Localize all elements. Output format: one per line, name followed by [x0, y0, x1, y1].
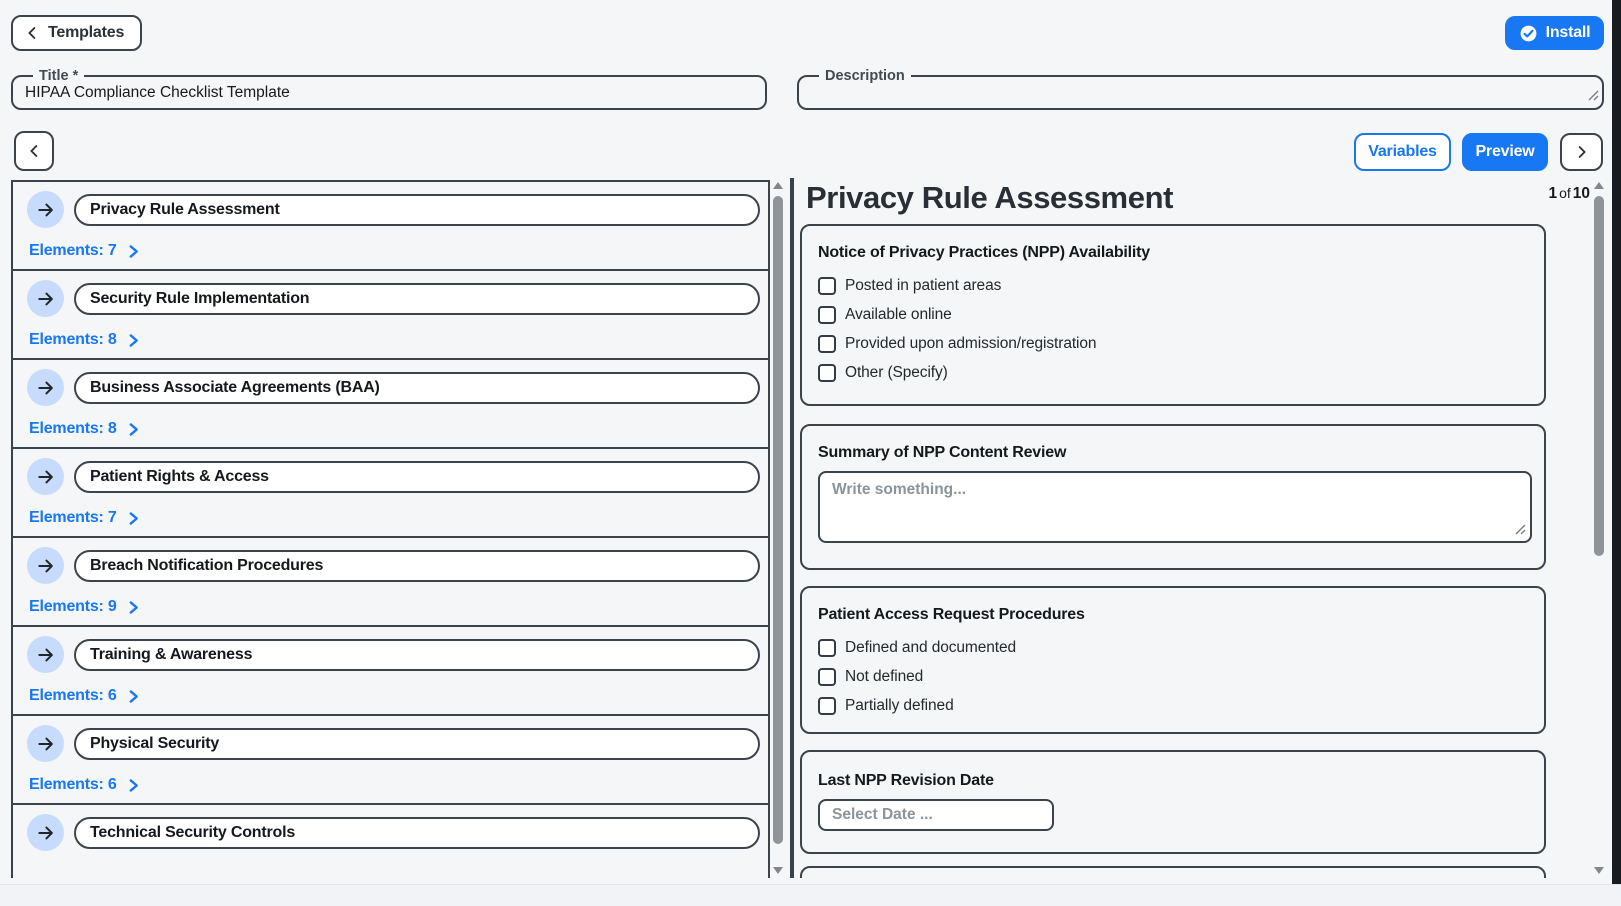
section-row [13, 449, 768, 538]
scrollbar-thumb[interactable] [773, 196, 783, 844]
question-title: Notice of Privacy Practices (NPP) Availability [818, 244, 1150, 261]
section-row [13, 805, 768, 878]
install-label: Install [1545, 24, 1591, 41]
section-elements-link[interactable] [29, 776, 139, 794]
check-circle-icon [1519, 24, 1538, 43]
bottom-strip [0, 884, 1621, 906]
preview-label: Preview [1475, 143, 1535, 160]
page-indicator [1440, 185, 1590, 203]
chevron-right-icon [128, 689, 139, 704]
panel-area [0, 178, 1612, 878]
arrow-right-icon [36, 734, 56, 754]
section-elements-link[interactable] [29, 331, 139, 349]
checkbox-option [818, 300, 1528, 329]
checkbox-option [818, 358, 1528, 387]
checkbox[interactable] [818, 668, 836, 686]
section-title-input[interactable] [74, 550, 760, 582]
checkbox[interactable] [818, 335, 836, 353]
description-input[interactable] [811, 82, 1590, 104]
checkbox-label: Other (Specify) [845, 363, 948, 381]
chevron-right-icon [128, 778, 139, 793]
date-input[interactable] [818, 799, 1054, 831]
section-elements-link[interactable] [29, 420, 139, 438]
section-row [13, 627, 768, 716]
section-elements-link[interactable] [29, 509, 139, 527]
page-total: 10 [1572, 185, 1590, 202]
question-card-npp-summary [800, 424, 1546, 570]
scroll-up-arrow[interactable] [1594, 182, 1604, 189]
section-title-input[interactable] [74, 461, 760, 493]
checkbox-option [818, 271, 1528, 300]
section-row [13, 716, 768, 805]
chevron-left-icon [25, 24, 40, 42]
prev-page-button[interactable] [14, 131, 54, 171]
arrow-right-icon [36, 378, 56, 398]
left-panel-scrollbar[interactable] [772, 182, 784, 874]
checkbox[interactable] [818, 306, 836, 324]
checkbox[interactable] [818, 697, 836, 715]
question-card-partial [800, 866, 1546, 878]
chevron-right-icon [128, 422, 139, 437]
checkbox-option [818, 329, 1528, 358]
section-row [13, 271, 768, 360]
chevron-right-icon [128, 333, 139, 348]
checkbox-option [818, 691, 1528, 720]
section-open-button[interactable] [27, 280, 64, 317]
preview-button[interactable] [1462, 133, 1548, 171]
checkbox-label: Provided upon admission/registration [845, 334, 1097, 352]
install-button[interactable] [1505, 16, 1604, 50]
section-title: Physical Security [90, 735, 220, 752]
checkbox-label: Defined and documented [845, 638, 1017, 656]
elements-count: Elements: 7 [29, 242, 117, 259]
chevron-right-icon [128, 600, 139, 615]
section-open-button[interactable] [27, 547, 64, 584]
page-of-label: of [1559, 185, 1571, 201]
checkbox-label: Posted in patient areas [845, 276, 1002, 294]
section-row [13, 538, 768, 627]
scroll-down-arrow[interactable] [773, 867, 783, 874]
section-title-input[interactable] [74, 283, 760, 315]
title-field-label: Title * [39, 68, 79, 84]
checkbox-label: Partially defined [845, 696, 954, 714]
checkbox[interactable] [818, 639, 836, 657]
arrow-right-icon [36, 645, 56, 665]
section-title-input[interactable] [74, 372, 760, 404]
section-row [13, 182, 768, 271]
section-open-button[interactable] [27, 191, 64, 228]
elements-count: Elements: 8 [29, 420, 117, 437]
section-title: Business Associate Agreements (BAA) [90, 379, 380, 396]
checkbox-label: Available online [845, 305, 952, 323]
screen-right-edge [1612, 0, 1621, 884]
next-page-button[interactable] [1560, 133, 1603, 171]
section-title-input[interactable] [74, 639, 760, 671]
templates-back-button[interactable] [11, 15, 142, 51]
chevron-right-icon [128, 244, 139, 259]
scroll-up-arrow[interactable] [773, 182, 783, 189]
arrow-right-icon [36, 823, 56, 843]
chevron-right-icon [1574, 143, 1589, 161]
section-elements-link[interactable] [29, 598, 139, 616]
elements-count: Elements: 6 [29, 776, 117, 793]
elements-count: Elements: 9 [29, 598, 117, 615]
section-row [13, 360, 768, 449]
checkbox[interactable] [818, 277, 836, 295]
section-title: Breach Notification Procedures [90, 557, 324, 574]
arrow-right-icon [36, 289, 56, 309]
section-elements-link[interactable] [29, 242, 139, 260]
scroll-down-arrow[interactable] [1594, 867, 1604, 874]
scrollbar-thumb[interactable] [1594, 196, 1604, 556]
section-title: Security Rule Implementation [90, 290, 310, 307]
textarea-wrap [818, 471, 1532, 548]
question-title: Summary of NPP Content Review [818, 444, 1067, 461]
templates-label: Templates [48, 24, 125, 41]
checkbox-option [818, 633, 1528, 662]
page-title: Privacy Rule Assessment [806, 180, 1174, 215]
question-card-patient-access [800, 586, 1546, 734]
question-title: Last NPP Revision Date [818, 772, 994, 789]
arrow-right-icon [36, 467, 56, 487]
description-field [797, 68, 1604, 110]
section-title-input[interactable] [74, 817, 760, 849]
section-title-input[interactable] [74, 194, 760, 226]
section-title: Patient Rights & Access [90, 468, 269, 485]
description-field-label: Description [825, 68, 905, 84]
sections-list [11, 180, 770, 878]
chevron-left-icon [27, 142, 42, 160]
section-open-button[interactable] [27, 814, 64, 851]
elements-count: Elements: 6 [29, 687, 117, 704]
checkbox[interactable] [818, 364, 836, 382]
chevron-right-icon [128, 511, 139, 526]
right-panel-scrollbar[interactable] [1593, 182, 1605, 874]
section-title: Training & Awareness [90, 646, 253, 663]
checkbox-label: Not defined [845, 667, 924, 685]
title-field [11, 68, 767, 110]
title-input[interactable] [25, 82, 753, 104]
section-title: Technical Security Controls [90, 824, 296, 841]
question-card-npp-availability [800, 224, 1546, 406]
variables-button[interactable] [1354, 133, 1451, 171]
section-elements-link[interactable] [29, 687, 139, 705]
section-open-button[interactable] [27, 458, 64, 495]
page-current: 1 [1548, 185, 1558, 202]
panel-divider [790, 178, 794, 878]
section-title-input[interactable] [74, 728, 760, 760]
section-open-button[interactable] [27, 636, 64, 673]
arrow-right-icon [36, 200, 56, 220]
checkbox-option [818, 662, 1528, 691]
variables-label: Variables [1368, 143, 1437, 160]
section-open-button[interactable] [27, 369, 64, 406]
arrow-right-icon [36, 556, 56, 576]
summary-textarea[interactable] [818, 471, 1532, 543]
question-card-revision-date [800, 750, 1546, 854]
elements-count: Elements: 7 [29, 509, 117, 526]
question-title: Patient Access Request Procedures [818, 606, 1085, 623]
section-open-button[interactable] [27, 725, 64, 762]
elements-count: Elements: 8 [29, 331, 117, 348]
section-title: Privacy Rule Assessment [90, 201, 280, 218]
